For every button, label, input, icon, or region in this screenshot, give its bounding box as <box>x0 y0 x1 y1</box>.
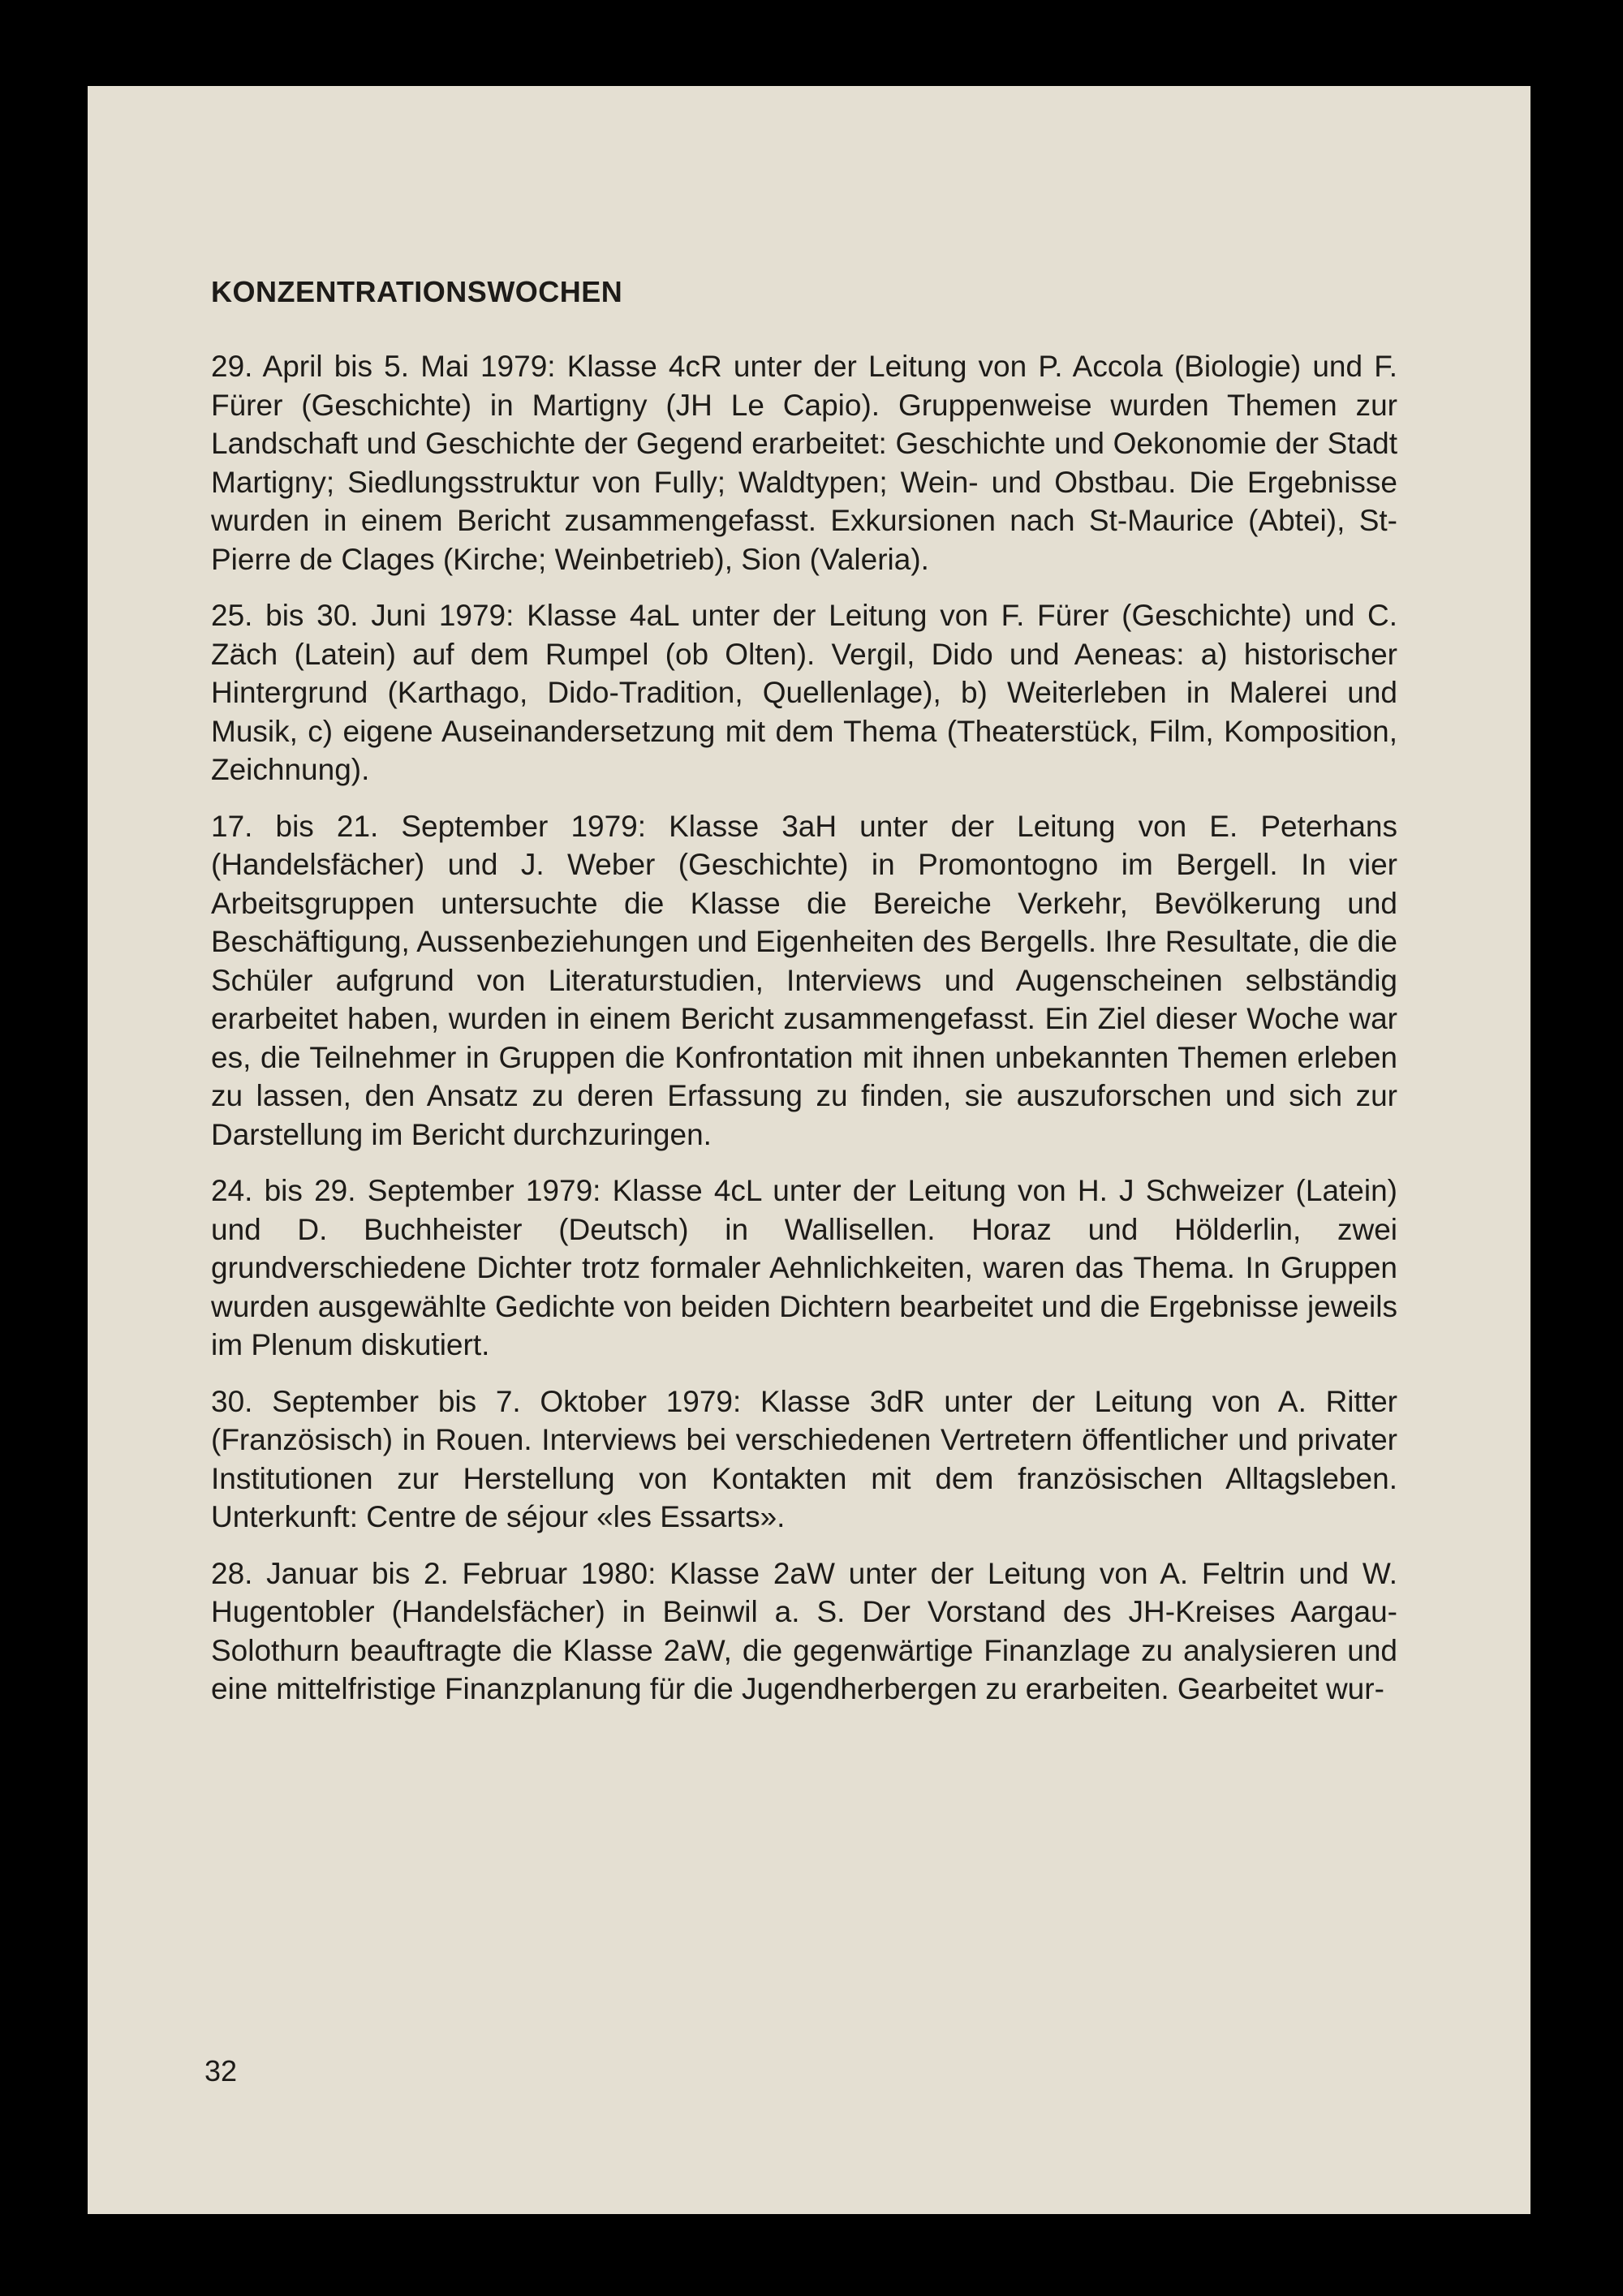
document-page <box>88 86 1530 2214</box>
paragraph-1: 29. April bis 5. Mai 1979: Klasse 4cR unter der Leitung von P. Accola (Biologie) und F. Fürer (Geschichte) in Martigny (JH Le Capio). Gruppenweise wurden Themen zur Landschaft und Geschichte der Gegend erarbeitet: Geschichte und Oekonomie der Stadt Martigny; Siedlungsstruktur von Fully; Waldtypen; Wein- und Obstbau. Die Ergebnisse wurden in einem Bericht zusammengefasst. Exkursionen nach St-Maurice (Abtei), St-Pierre de Clages (Kirche; Weinbetrieb), Sion (Valeria). <box>211 350 1397 576</box>
paragraph-4: 24. bis 29. September 1979: Klasse 4cL unter der Leitung von H. J Schweizer (Latein) und D. Buchheister (Deutsch) in Wallisellen. Horaz und Hölderlin, zwei grundverschiedene Dichter trotz formaler Aehnlichkeiten, waren das Thema. In Gruppen wurden ausgewählte Gedichte von beiden Dichtern bearbeitet und die Ergebnisse jeweils im Plenum diskutiert. <box>211 1174 1397 1361</box>
paragraph-2: 25. bis 30. Juni 1979: Klasse 4aL unter der Leitung von F. Fürer (Geschichte) und C. Zäch (Latein) auf dem Rumpel (ob Olten). Vergil, Dido und Aeneas: a) historischer Hintergrund (Karthago, Dido-Tradition, Quellenlage), b) Weiterleben in Malerei und Musik, c) eigene Auseinandersetzung mit dem Thema (Theaterstück, Film, Komposition, Zeichnung). <box>211 599 1397 786</box>
page-content <box>211 273 1397 1726</box>
page-title: KONZENTRATIONSWOCHEN <box>211 275 623 308</box>
paragraph-5: 30. September bis 7. Oktober 1979: Klasse 3dR unter der Leitung von A. Ritter (Französisch) in Rouen. Interviews bei verschiedenen Vertretern öffentlicher und privater Institutionen zur Herstellung von Kontakten mit dem französischen Alltagsleben. Unterkunft: Centre de séjour «les Essarts». <box>211 1384 1397 1533</box>
paragraph-3: 17. bis 21. September 1979: Klasse 3aH unter der Leitung von E. Peterhans (Handelsfächer) und J. Weber (Geschichte) in Promontogno im Bergell. In vier Arbeitsgruppen untersuchte die Klasse die Bereiche Verkehr, Bevölkerung und Beschäftigung, Aussenbeziehungen und Eigenheiten des Bergells. Ihre Resultate, die die Schüler aufgrund von Literaturstudien, Interviews und Augenscheinen selbständig erarbeitet haben, wurden in einem Bericht zusammengefasst. Ein Ziel dieser Woche war es, die Teilnehmer in Gruppen die Konfrontation mit ihnen unbekannten Themen erleben zu lassen, den Ansatz zu deren Erfassung zu finden, sie auszuforschen und sich zur Darstellung im Bericht durchzuringen. <box>211 809 1397 1151</box>
paragraph-6: 28. Januar bis 2. Februar 1980: Klasse 2aW unter der Leitung von A. Feltrin und W. Hugentobler (Handelsfächer) in Beinwil a. S. Der Vorstand des JH-Kreises Aargau-Solothurn beauftragte die Klasse 2aW, die gegenwärtige Finanzlage zu analysieren und eine mittelfristige Finanzplanung für die Jugendherbergen zu erarbeiten. Gearbeitet wur- <box>211 1556 1397 1705</box>
page-number: 32 <box>204 2054 238 2087</box>
